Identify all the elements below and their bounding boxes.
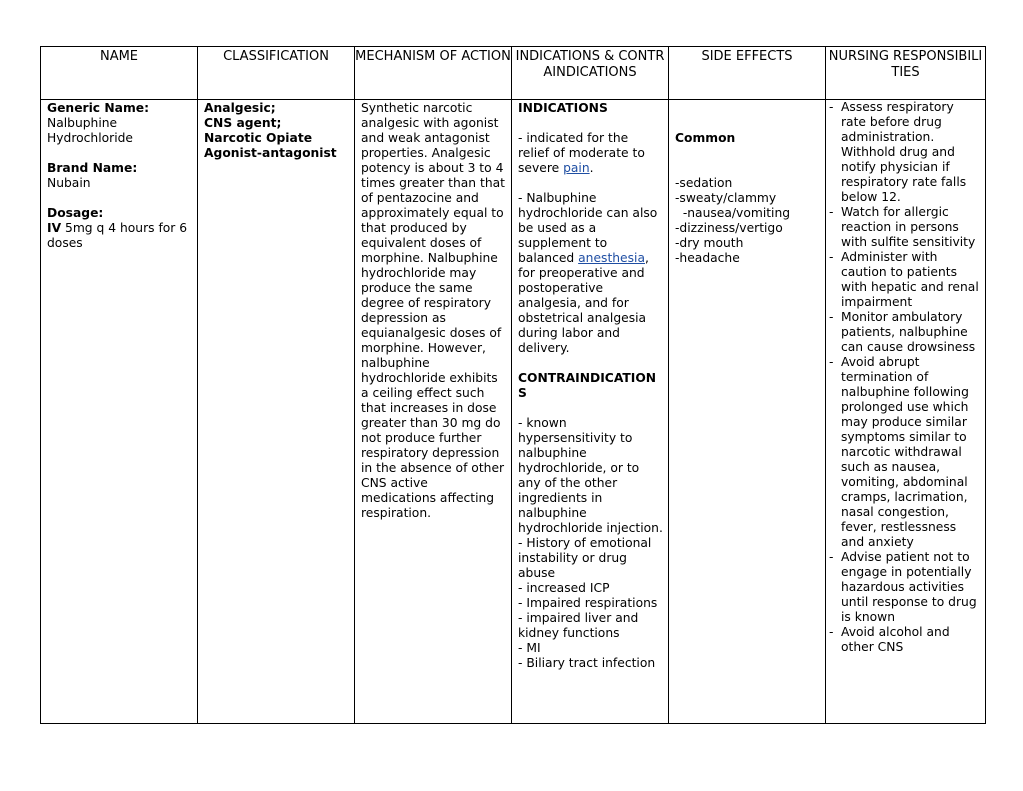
nursing-item	[826, 310, 981, 355]
nursing-item-text: Advise patient not to engage in potentially hazardous activities until response to drug is known	[841, 550, 977, 624]
header-classification: CLASSIFICATION	[198, 47, 355, 100]
contraindication-item: - Impaired respirations	[518, 596, 658, 610]
nursing-cell	[826, 100, 986, 724]
nursing-item	[826, 250, 981, 310]
brand-name-value: Nubain	[47, 176, 91, 190]
indication-item-2: - Nalbuphine hydrochloride can also be used as a supplement to balanced anesthesia, for preoperative and postoperative analgesia, and for obstetrical analgesia during labor and delivery.	[518, 191, 658, 355]
nursing-item	[826, 355, 981, 550]
header-side-effects: SIDE EFFECTS	[669, 47, 826, 100]
nursing-item	[826, 205, 981, 250]
classification-cell	[198, 100, 355, 724]
mechanism-cell	[355, 100, 512, 724]
nursing-list	[826, 100, 985, 655]
nursing-item-text: Assess respiratory rate before drug administration. Withhold drug and notify physician if respiratory rate falls below 12.	[841, 100, 967, 204]
side-effect-item: -dizziness/vertigo	[675, 221, 783, 235]
brand-name-label: Brand Name:	[47, 161, 138, 175]
side-effects-cell	[669, 100, 826, 724]
bullet-dash: -	[829, 355, 834, 369]
pain-link[interactable]: pain	[563, 161, 590, 175]
header-indications: INDICATIONS & CONTRAINDICATIONS	[512, 47, 669, 100]
side-effect-item: -headache	[675, 251, 740, 265]
dosage-value: 5mg q 4 hours for 6 doses	[47, 221, 188, 250]
anesthesia-link[interactable]: anesthesia	[578, 251, 645, 265]
contraindication-item: - Biliary tract infection	[518, 656, 656, 670]
side-effect-item: -sweaty/clammy	[675, 191, 777, 205]
header-mechanism: MECHANISM OF ACTION	[355, 47, 512, 100]
nursing-item-text: Monitor ambulatory patients, nalbuphine can cause drowsiness	[841, 310, 976, 354]
classification-line-1: Analgesic;	[204, 101, 276, 115]
nursing-item-text: Avoid alcohol and other CNS	[841, 625, 950, 654]
contraindication-item: - MI	[518, 641, 541, 655]
bullet-dash: -	[829, 100, 834, 114]
bullet-dash: -	[829, 205, 834, 219]
indication-item-1: - indicated for the relief of moderate to severe pain.	[518, 131, 645, 175]
contraindication-item: - History of emotional instability or drug abuse	[518, 536, 652, 580]
contraindication-item: - increased ICP	[518, 581, 610, 595]
drug-study-table	[40, 46, 986, 724]
side-effect-item: -dry mouth	[675, 236, 744, 250]
content-row	[41, 100, 986, 724]
indications-cell	[512, 100, 669, 724]
nursing-item	[826, 100, 981, 205]
nursing-item	[826, 625, 981, 655]
bullet-dash: -	[829, 625, 834, 639]
name-cell	[41, 100, 198, 724]
header-name: NAME	[41, 47, 198, 100]
nursing-item-text: Administer with caution to patients with hepatic and renal impairment	[841, 250, 979, 309]
contraindication-item: - known hypersensitivity to nalbuphine hydrochloride, or to any of the other ingredients in nalbuphine hydrochloride injection.	[518, 416, 663, 535]
nursing-item-text: Watch for allergic reaction in persons with sulfite sensitivity	[841, 205, 976, 249]
generic-name-value: Nalbuphine Hydrochloride	[47, 116, 133, 145]
side-effect-item: -nausea/vomiting	[675, 206, 791, 220]
bullet-dash: -	[829, 310, 834, 324]
dosage-label: Dosage:	[47, 206, 104, 220]
mechanism-text: Synthetic narcotic analgesic with agonist and weak antagonist properties. Analgesic potency is about 3 to 4 times greater than that of pentazocine and approximately equal to that produced by equivalent doses of morphine. Nalbuphine hydrochloride may produce the same degree of respiratory depression as equianalgesic doses of morphine. However, nalbuphine hydrochloride exhibits a ceiling effect such that increases in dose greater than 30 mg do not produce further respiratory depression in the absence of other CNS active medications affecting respiration.	[361, 101, 505, 520]
classification-line-3: Narcotic Opiate Agonist-antagonist	[204, 131, 337, 160]
contraindications-heading: CONTRAINDICATIONS	[518, 371, 657, 400]
side-effects-heading: Common	[675, 131, 736, 145]
side-effect-item: -sedation	[675, 176, 733, 190]
contraindication-item: - impaired liver and kidney functions	[518, 611, 639, 640]
header-row	[41, 47, 986, 100]
bullet-dash: -	[829, 550, 834, 564]
classification-line-2: CNS agent;	[204, 116, 282, 130]
side-effects-list	[675, 176, 820, 266]
dosage-route: IV	[47, 221, 62, 235]
bullet-dash: -	[829, 250, 834, 264]
indications-heading: INDICATIONS	[518, 101, 608, 115]
nursing-item	[826, 550, 981, 625]
header-nursing: NURSING RESPONSIBILITIES	[826, 47, 986, 100]
generic-name-label: Generic Name:	[47, 101, 150, 115]
nursing-item-text: Avoid abrupt termination of nalbuphine following prolonged use which may produce similar symptoms similar to narcotic withdrawal such as nausea, vomiting, abdominal cramps, lacrimation, nasal congestion, fever, restlessness and anxiety	[841, 355, 969, 549]
contraindications-list	[518, 416, 663, 671]
